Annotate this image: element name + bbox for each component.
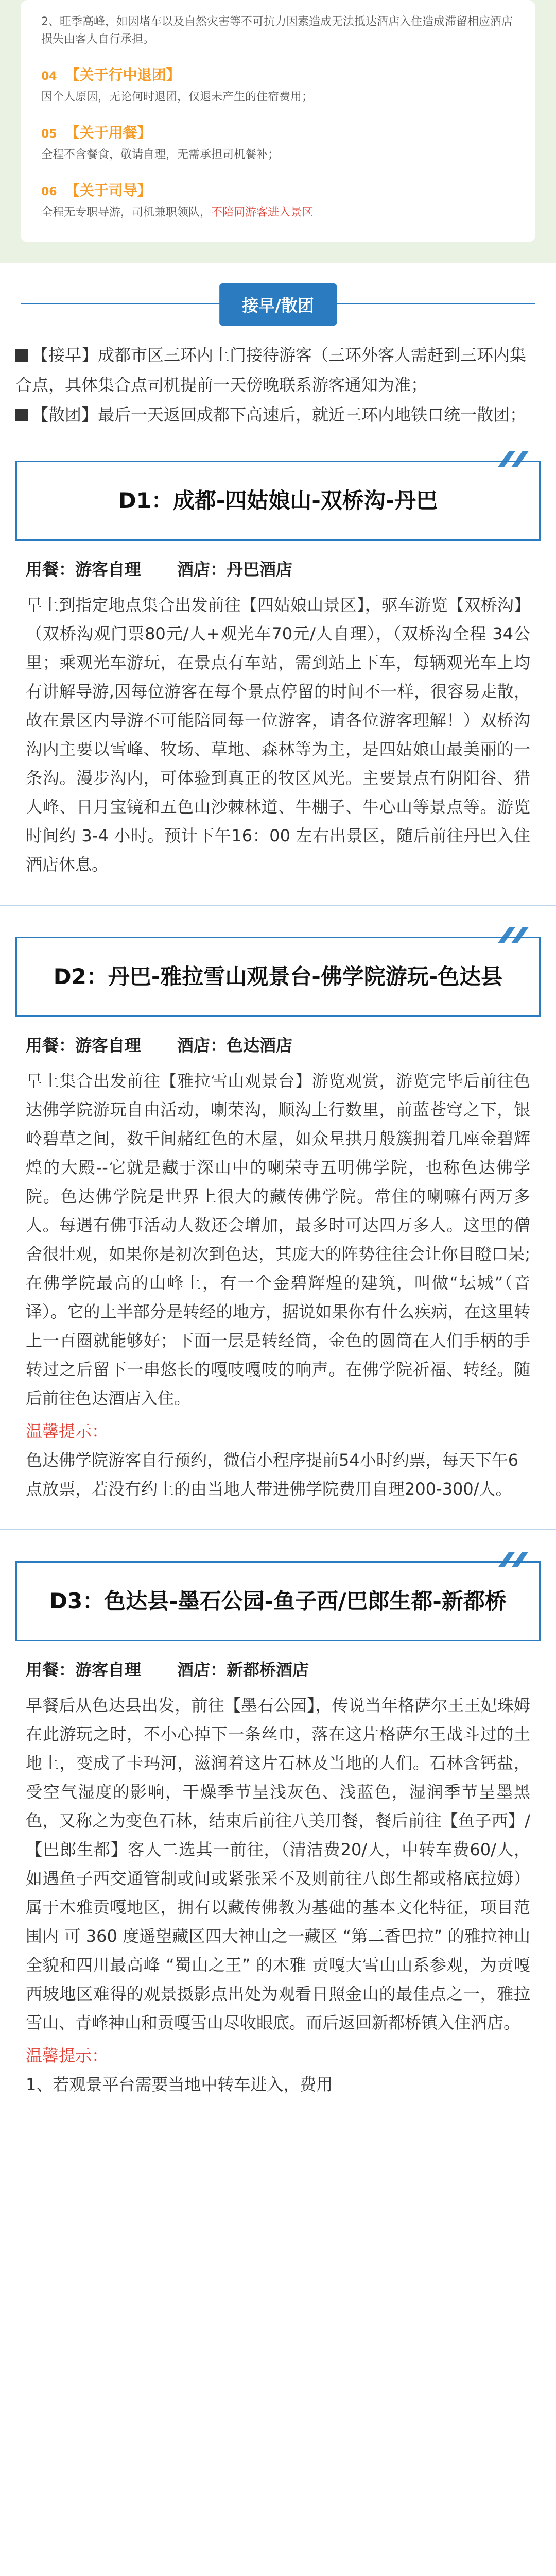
tip-label: 温馨提示： <box>26 1421 109 1441</box>
notice-item-desc-text: 全程无专职导游，司机兼职领队， <box>41 206 212 219</box>
notice-item-number: 06 <box>41 185 57 198</box>
notice-item-title: 【关于用餐】 <box>65 124 152 141</box>
day-card <box>15 937 541 1017</box>
meal-label: 用餐：游客自理 <box>26 560 142 579</box>
pickup-line <box>15 340 541 400</box>
notice-item-desc: 因个人原因，无论何时退团，仅退未产生的住宿费用； <box>41 91 314 104</box>
day-card <box>15 461 541 541</box>
notice-card <box>21 0 535 242</box>
square-bullet-icon <box>15 409 28 421</box>
pickup-line <box>15 400 541 430</box>
meal-label: 用餐：游客自理 <box>26 1036 142 1055</box>
day-card <box>15 1561 541 1641</box>
day-title: D3：色达县-墨石公园-鱼子西/巴郎生都-新都桥 <box>15 1561 541 1641</box>
section-divider <box>0 1529 556 1530</box>
hotel-label: 酒店：丹巴酒店 <box>177 560 293 579</box>
tip-label: 温馨提示： <box>26 2046 109 2065</box>
day-meta <box>0 1017 556 1066</box>
notice-item <box>41 179 515 222</box>
meal-label: 用餐：游客自理 <box>26 1660 142 1680</box>
notice-item-number: 04 <box>41 70 57 83</box>
pickup-line-label: 【接早】 <box>32 345 98 365</box>
pickup-line-label: 【散团】 <box>32 405 98 425</box>
day-description: 早餐后从色达县出发，前往【墨石公园】，传说当年格萨尔王王妃珠姆在此游玩之时，不小心掉下一条丝巾，落在这片格萨尔王战斗过的土地上，变成了卡玛河，滋润着这片石林及当地的人们。石林含钙盐，受空气湿度的影响，干燥季节呈浅灰色、浅蓝色，湿润季节呈墨黑色，又称之为变色石林，结束后前往八美用餐，餐后前往【鱼子西】/【巴郎生都】客人二选其一前往，（清洁费20/人，中转车费60/人，如遇鱼子西交通管制或间或紧张采不及则前往八郎生都或格底拉姆）属于木雅贡嘎地区，拥有以藏传佛教为基础的基本文化特征，项目范围内 可 360 度遥望藏区四大神山之一藏区 “第二香巴拉” 的雅拉神山全貌和四川最高峰 “蜀山之王” 的木雅 贡嘎大雪山山系参观，为贡嘎西坡地区难得的观景摄影点出处为观看日照金山的最佳点之一，雅拉雪山、青峰神山和贡嘎雪山尽收眼底。而后返回新都桥镇入住酒店。 <box>26 1696 530 2032</box>
tip-text: 1、若观景平台需要当地中转车进入，费用 <box>26 2075 333 2094</box>
day-meta <box>0 541 556 590</box>
notice-item-desc-highlight: 不陪同游客进入景区 <box>211 206 314 219</box>
day-meta <box>0 1641 556 1691</box>
section-divider <box>0 905 556 906</box>
pickup-line-text: 成都市区三环内上门接待游客（三环外客人需赶到三环内集合点，具体集合点司机提前一天傍晚联系游客通知为准； <box>15 345 527 395</box>
notice-item-title: 【关于行中退团】 <box>65 66 181 83</box>
day-description: 早上到指定地点集合出发前往【四姑娘山景区】，驱车游览【双桥沟】（双桥沟观门票80元/人+观光车70元/人自理），（双桥沟全程 34公里；乘观光车游玩，在景点有车站，需到站上下车，每辆观光车上均有讲解导游,因每位游客在每个景点停留的时间不一样，很容易走散，故在景区内导游不可能陪同每一位游客，请各位游客理解！）双桥沟沟内主要以雪峰、牧场、草地、森林等为主，是四姑娘山最美丽的一条沟。漫步沟内，可体验到真正的牧区风光。主要景点有阴阳谷、猎人峰、日月宝镜和五色山沙棘林道、牛棚子、牛心山等景点等。游览时间约 3-4 小时。预计下午16：00 左右出景区，随后前往丹巴入住酒店休息。 <box>26 595 530 874</box>
notice-item-desc <box>41 204 515 222</box>
pickup-title: 接早/散团 <box>219 283 337 326</box>
tip-text: 色达佛学院游客自行预约，微信小程序提前54小时约票，每天下午6点放票，若没有约上的由当地人带进佛学院费用自理200-300/人。 <box>26 1450 519 1499</box>
square-bullet-icon <box>15 349 28 362</box>
day-description: 早上集合出发前往【雅拉雪山观景台】游览观赏，游览完毕后前往色达佛学院游玩自由活动，喇荣沟，顺沟上行数里，前蓝苍穹之下，银岭碧草之间，数千间赭红色的木屋，如众星拱月般簇拥着几座金碧辉煌的大殿--它就是藏于深山中的喇荣寺五明佛学院，也称色达佛学院。色达佛学院是世界上很大的藏传佛学院。常住的喇嘛有两万多人。每遇有佛事活动人数还会增加，最多时可达四万多人。这里的僧舍很壮观，如果你是初次到色达，其庞大的阵势往往会让你目瞪口呆;在佛学院最高的山峰上，有一个金碧辉煌的建筑，叫做“坛城”（音译）。它的上半部分是转经的地方，据说如果你有什么疾病，在这里转上一百圈就能够好；下面一层是转经筒，金色的圆筒在人们手柄的手转过之后留下一串悠长的嘎吱嘎吱的响声。在佛学院祈福、转经。随后前往色达酒店入住。 <box>26 1071 530 1408</box>
notice-item <box>41 122 515 164</box>
pickup-banner <box>0 263 556 340</box>
hotel-label: 酒店：新都桥酒店 <box>177 1660 309 1680</box>
notice-item-title: 【关于司导】 <box>65 182 152 199</box>
notice-lead: 2、旺季高峰，如因堵车以及自然灾害等不可抗力因素造成无法抵达酒店入住造成滞留相应酒店损失由客人自行承担。 <box>41 15 513 46</box>
notice-item <box>41 64 515 106</box>
pickup-line-text: 最后一天返回成都下高速后，就近三环内地铁口统一散团； <box>98 405 527 425</box>
hotel-label: 酒店：色达酒店 <box>177 1036 293 1055</box>
notice-item-number: 05 <box>41 128 57 141</box>
pickup-info <box>0 340 556 430</box>
notice-section <box>0 0 556 263</box>
day-title: D1：成都-四姑娘山-双桥沟-丹巴 <box>15 461 541 541</box>
notice-item-desc: 全程不含餐食，敬请自理，无需承担司机餐补； <box>41 148 280 161</box>
day-title: D2：丹巴-雅拉雪山观景台-佛学院游玩-色达县 <box>15 937 541 1017</box>
